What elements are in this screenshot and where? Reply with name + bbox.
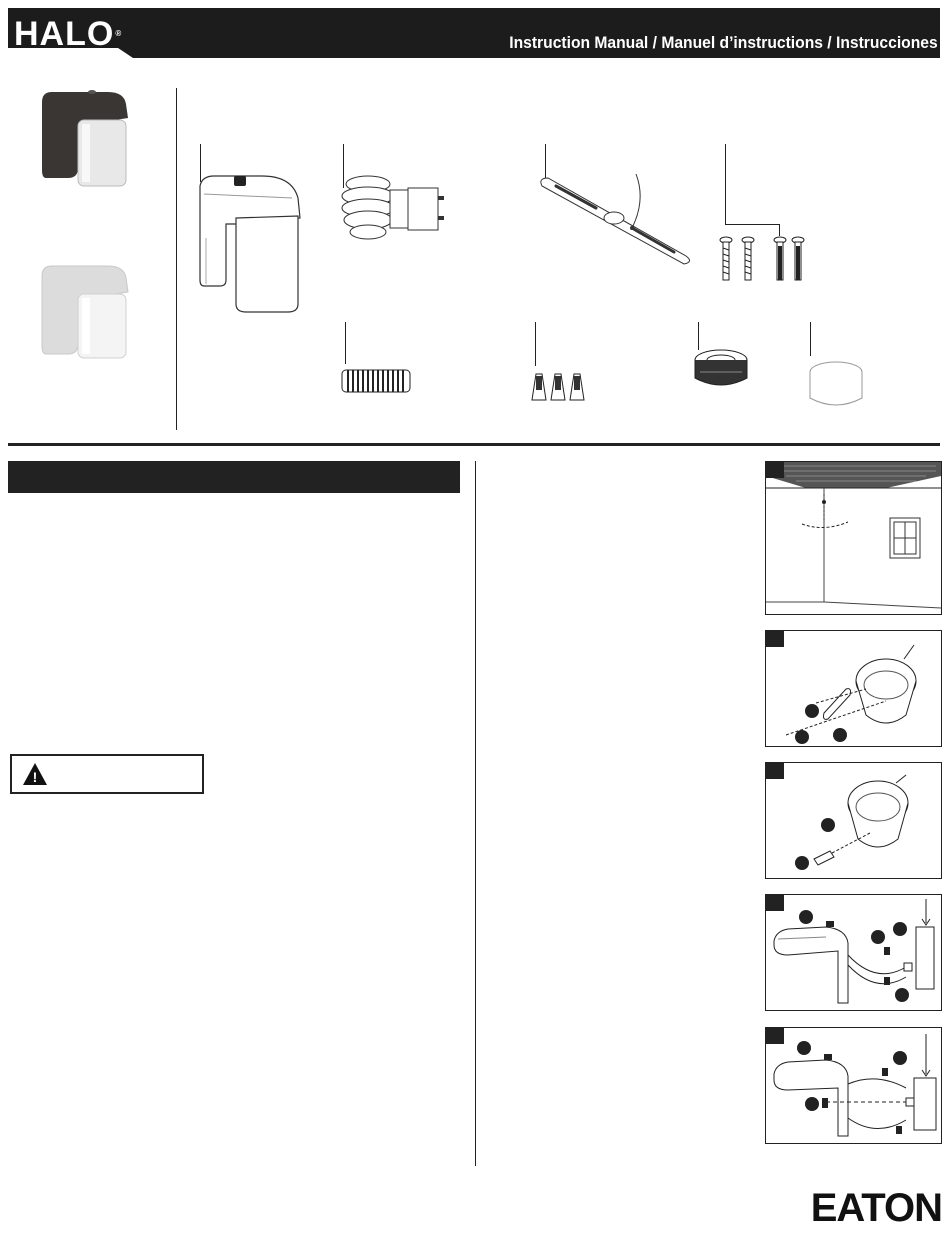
step-4-tab <box>766 895 784 911</box>
fixture-white-photo <box>38 262 138 362</box>
warning-icon <box>22 762 48 786</box>
cap-icon <box>806 360 866 412</box>
callout-line <box>535 322 536 366</box>
section-header-bar <box>8 461 460 493</box>
step-1-tab <box>766 462 784 478</box>
eaton-logo: EATON <box>810 1186 942 1230</box>
registered-mark: ® <box>115 29 123 38</box>
section-separator <box>8 443 940 446</box>
mounting-strap-icon <box>536 170 696 270</box>
warning-box <box>10 754 204 794</box>
step-2-illustration <box>765 630 942 747</box>
step-2-tab <box>766 631 784 647</box>
step-3-illustration <box>765 762 942 879</box>
step-5-tab <box>766 1028 784 1044</box>
callout-bracket <box>725 224 780 225</box>
halo-logo <box>14 14 122 54</box>
fixture-icon <box>192 168 322 318</box>
wire-nuts-icon <box>528 370 590 404</box>
thumbnail-divider <box>176 88 177 430</box>
logo-text: HALO <box>14 15 115 53</box>
bulb-icon <box>338 172 448 247</box>
column-divider <box>475 461 476 1166</box>
manual-title: Instruction Manual / Manuel d’instructions / Instrucciones <box>509 33 938 52</box>
svg-text:!: ! <box>32 769 38 785</box>
step-4-illustration <box>765 894 942 1011</box>
screws-icon <box>718 234 808 284</box>
step-5-illustration <box>765 1027 942 1144</box>
step-1-illustration <box>765 461 942 615</box>
callout-line <box>725 144 726 224</box>
step-3-tab <box>766 763 784 779</box>
callout-line <box>810 322 811 356</box>
lock-nut-icon <box>690 348 752 393</box>
threaded-nipple-icon <box>340 366 412 396</box>
callout-line <box>345 322 346 364</box>
fixture-bronze-photo <box>38 90 138 190</box>
callout-line <box>698 322 699 350</box>
